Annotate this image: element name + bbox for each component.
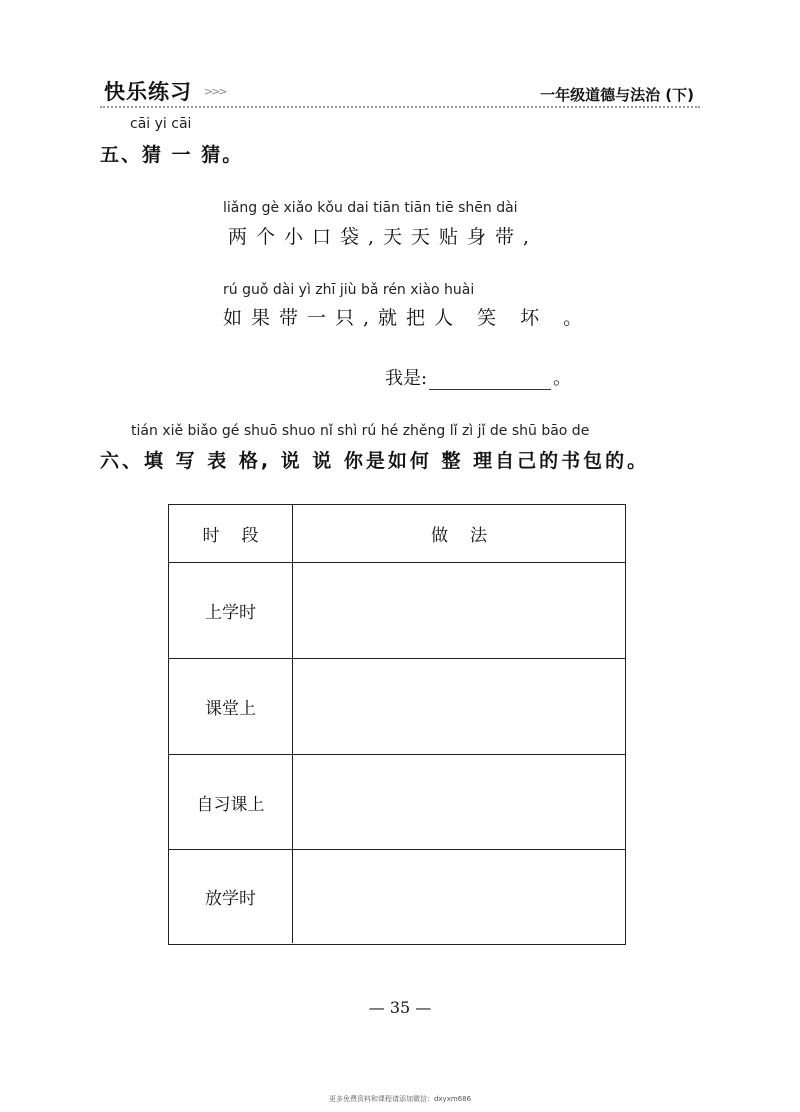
- answer-blank[interactable]: [429, 372, 551, 390]
- page-header: [100, 72, 700, 106]
- table-row: [169, 755, 625, 850]
- method-cell[interactable]: [293, 659, 625, 754]
- organize-schoolbag-table: [168, 504, 626, 945]
- riddle-line-2-pinyin: rú guǒ dài yì zhī jiù bǎ rén xiào huài: [223, 282, 475, 298]
- header-divider: [100, 106, 700, 108]
- method-cell[interactable]: [293, 850, 625, 943]
- riddle-line-1-pinyin: liǎng gè xiǎo kǒu dai tiān tiān tiē shēn dài: [223, 200, 518, 216]
- footer-note: 更多免费资料和课程请添加微信：dxyxm686: [328, 1095, 472, 1103]
- section5-heading: 五、猜 一 猜。: [100, 144, 244, 166]
- table-header-row: [169, 505, 625, 563]
- header-method: 做法: [431, 526, 509, 546]
- page-number: — 35 —: [368, 998, 432, 1017]
- riddle-line-1: 两个小口袋,天天贴身带,: [228, 226, 539, 248]
- period-cell: 自习课上: [169, 755, 293, 849]
- period-cell: 放学时: [169, 850, 293, 943]
- answer-field[interactable]: [385, 364, 571, 388]
- header-period: 时段: [169, 505, 293, 562]
- section6-heading: 六、填 写 表 格, 说 说 你是如何 整 理自己的书包的。: [100, 450, 650, 472]
- section5-pinyin: cāi yi cāi: [130, 116, 192, 132]
- chevron-right-icon: >>>: [204, 85, 226, 98]
- method-cell[interactable]: [293, 563, 625, 658]
- table-row: [169, 850, 625, 943]
- period-cell: 课堂上: [169, 659, 293, 754]
- method-cell[interactable]: [293, 755, 625, 849]
- header-title: 快乐练习: [104, 80, 192, 104]
- table-row: [169, 659, 625, 755]
- answer-period: 。: [553, 368, 572, 389]
- answer-label: 我是:: [385, 368, 428, 389]
- period-cell: 上学时: [169, 563, 293, 658]
- header-subject: 一年级道德与法治 (下): [540, 86, 694, 104]
- riddle-line-2: 如果带一只,就把人 笑 坏 。: [223, 307, 592, 329]
- section6-pinyin: tián xiě biǎo gé shuō shuo nǐ shì rú hé zhěng lǐ zì jǐ de shū bāo de: [131, 423, 590, 439]
- table-row: [169, 563, 625, 659]
